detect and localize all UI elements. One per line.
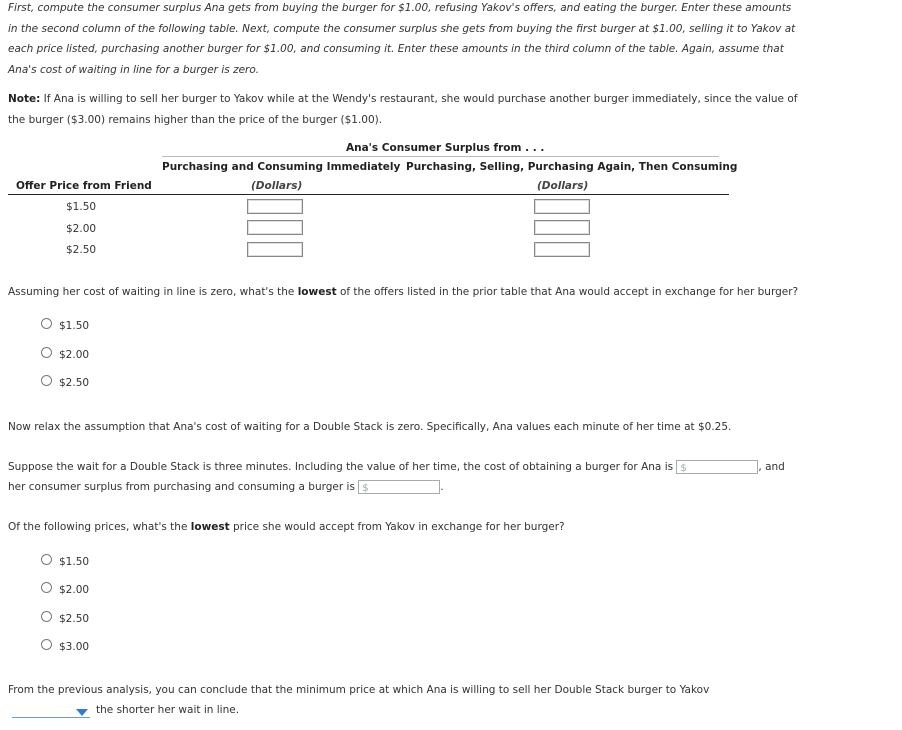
q2-radio-2-00[interactable] (41, 582, 52, 593)
q2-radio-1-50[interactable] (41, 554, 52, 565)
note-text-1: If Ana is willing to sell her burger to Yakov while at the Wendy's restaurant, she would purchase another burger immediately, since the value of (40, 93, 798, 105)
conclusion-dropdown[interactable] (12, 707, 90, 718)
intro-line-3: each price listed, purchasing another burger for $1.00, and consuming it. Enter these amounts in the third column of the table. Again, assume that (8, 43, 784, 55)
cost-of-burger-input[interactable] (676, 460, 758, 474)
conclusion-line-1: From the previous analysis, you can conclude that the minimum price at which Ana is willing to sell her Double Stack burger to Yakov (8, 684, 710, 696)
wait-line-2 (8, 479, 444, 495)
group-header-rule (162, 156, 719, 157)
col1-header: Offer Price from Friend (16, 180, 152, 192)
conclusion-line-2: the shorter her wait in line. (96, 704, 240, 716)
intro-line-2: in the second column of the following table. Next, compute the consumer surplus she gets from buying the first burger at $1.00, selling it to Yakov at (8, 23, 796, 35)
col2-subheader: (Dollars) (251, 180, 303, 192)
table-header-rule (8, 194, 729, 195)
wait-line-1 (8, 459, 785, 475)
cs-resell-input-2-00[interactable] (534, 220, 590, 235)
q2-option-label: $2.00 (59, 584, 90, 596)
cs-immediate-input-1-50[interactable] (247, 199, 303, 214)
q1-prompt (8, 286, 798, 298)
table-group-header: Ana's Consumer Surplus from . . . (346, 142, 545, 154)
note-line-1 (8, 93, 797, 105)
col3-header: Purchasing, Selling, Purchasing Again, Then Consuming (406, 161, 738, 173)
row-price-2-50: $2.50 (66, 244, 97, 256)
row-price-2-00: $2.00 (66, 223, 97, 235)
q1-option-label: $2.00 (59, 349, 90, 361)
q1-option-label: $2.50 (59, 377, 90, 389)
consumer-surplus-input[interactable] (358, 480, 440, 494)
q1-text-before: Assuming her cost of waiting in line is zero, what's the (8, 286, 298, 298)
q2-prompt (8, 521, 565, 533)
q2-option-label: $3.00 (59, 641, 90, 653)
q1-radio-2-00[interactable] (41, 347, 52, 358)
q1-bold: lowest (297, 286, 337, 298)
q1-radio-1-50[interactable] (41, 318, 52, 329)
relax-text: Now relax the assumption that Ana's cost of waiting for a Double Stack is zero. Specifically, Ana values each minute of her time at $0.25. (8, 421, 732, 433)
q2-radio-2-50[interactable] (41, 611, 52, 622)
row-price-1-50: $1.50 (66, 201, 97, 213)
cs-immediate-input-2-50[interactable] (247, 242, 303, 257)
q2-text-before: Of the following prices, what's the (8, 521, 191, 533)
wait-text-1: Suppose the wait for a Double Stack is three minutes. Including the value of her time, the cost of obtaining a burger for Ana is (8, 461, 677, 473)
col3-subheader: (Dollars) (537, 180, 589, 192)
q1-text-after: of the offers listed in the prior table that Ana would accept in exchange for her burger? (336, 286, 799, 298)
chevron-down-icon (76, 709, 88, 716)
wait-text-1-after: , and (758, 461, 785, 473)
cs-resell-input-2-50[interactable] (534, 242, 590, 257)
q1-option-label: $1.50 (59, 320, 90, 332)
cs-immediate-input-2-00[interactable] (247, 220, 303, 235)
wait-text-2: her consumer surplus from purchasing and consuming a burger is (8, 481, 359, 493)
q2-radio-3-00[interactable] (41, 639, 52, 650)
cs-resell-input-1-50[interactable] (534, 199, 590, 214)
q1-radio-2-50[interactable] (41, 375, 52, 386)
q2-text-after: price she would accept from Yakov in exchange for her burger? (229, 521, 565, 533)
currency-symbol: $ (362, 483, 369, 494)
currency-symbol: $ (680, 463, 687, 474)
col2-header: Purchasing and Consuming Immediately (162, 161, 401, 173)
note-label: Note: (8, 93, 41, 105)
q2-option-label: $1.50 (59, 556, 90, 568)
note-line-2: the burger ($3.00) remains higher than the price of the burger ($1.00). (8, 114, 383, 126)
wait-text-2-after: . (440, 481, 444, 493)
intro-line-1: First, compute the consumer surplus Ana gets from buying the burger for $1.00, refusing Yakov's offers, and eating the burger. Enter these amounts (8, 2, 792, 14)
intro-line-4: Ana's cost of waiting in line for a burger is zero. (8, 64, 260, 76)
q2-bold: lowest (190, 521, 230, 533)
q2-option-label: $2.50 (59, 613, 90, 625)
